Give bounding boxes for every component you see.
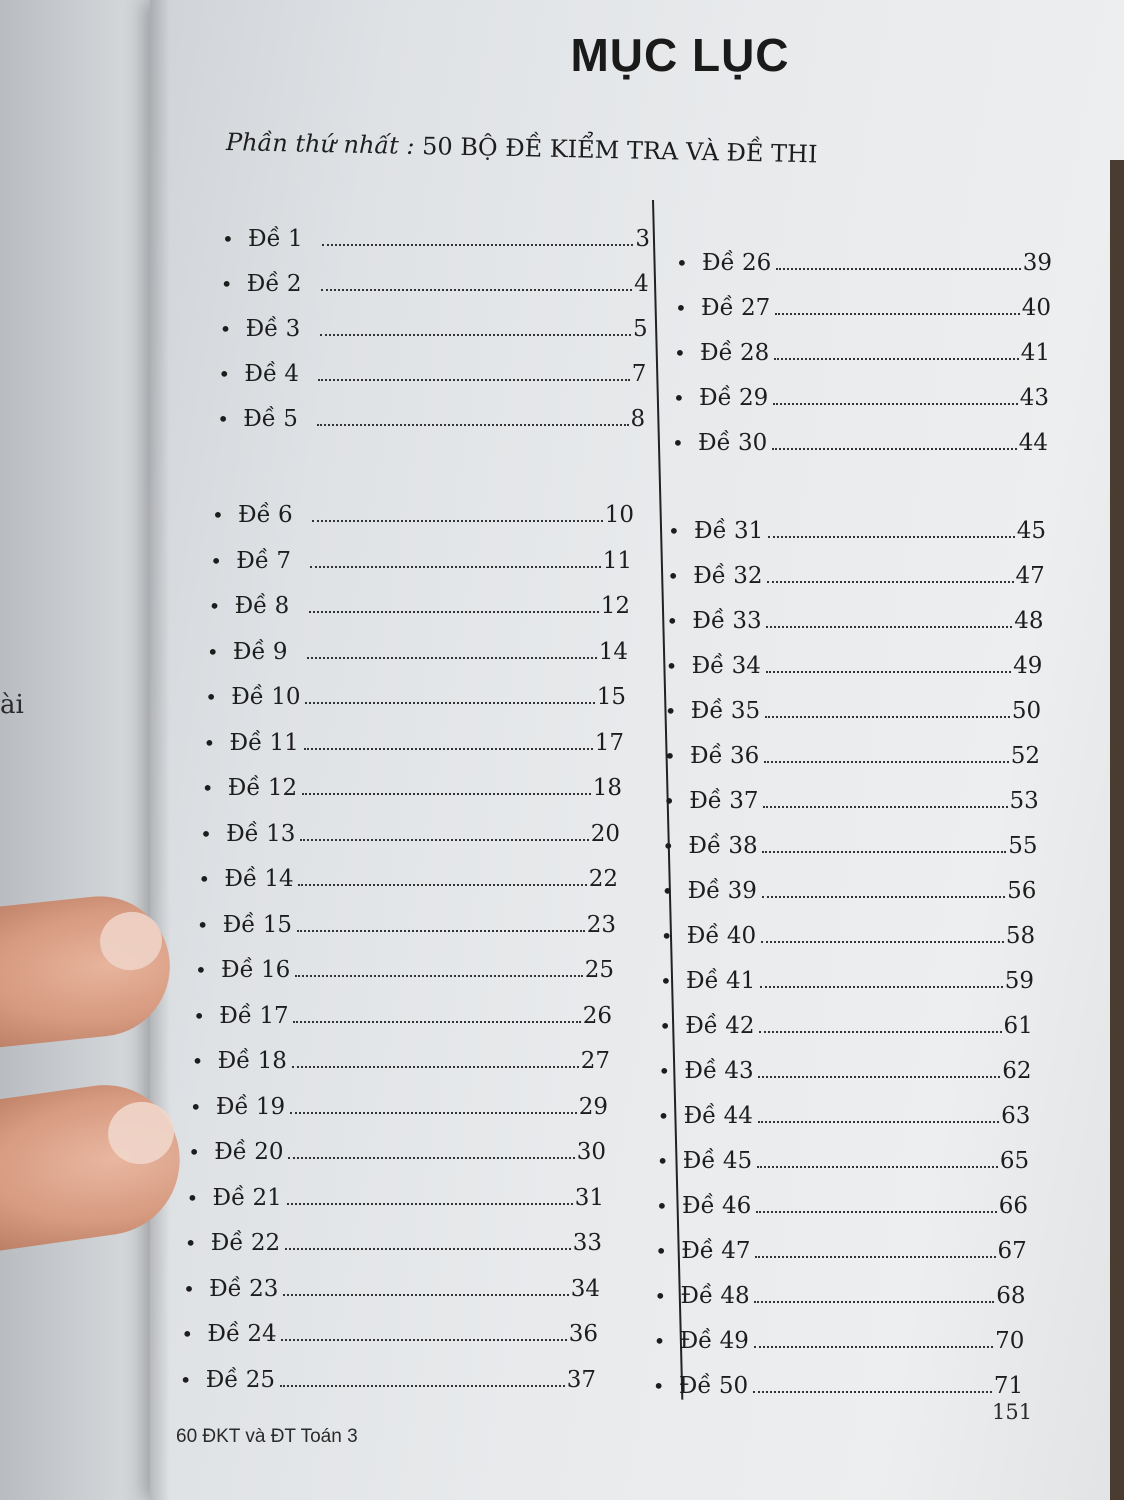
toc-entry bbox=[183, 1276, 600, 1302]
entry-label: Đề 46 bbox=[682, 1193, 752, 1219]
entry-page-number: 18 bbox=[592, 775, 622, 801]
entry-page-number: 40 bbox=[1021, 295, 1051, 321]
bullet-icon: • bbox=[179, 1367, 192, 1392]
toc-entry bbox=[676, 250, 1052, 276]
entry-label: Đề 33 bbox=[692, 608, 762, 634]
entry-label: Đề 50 bbox=[678, 1373, 749, 1399]
toc-entry bbox=[656, 1193, 1028, 1219]
toc-entry bbox=[198, 866, 618, 892]
entry-page-number: 37 bbox=[566, 1366, 596, 1393]
bullet-icon: • bbox=[660, 924, 673, 948]
entry-label: Đề 16 bbox=[221, 957, 291, 983]
leader-dots bbox=[758, 1120, 1000, 1123]
entry-page-number: 52 bbox=[1010, 743, 1040, 769]
leader-dots bbox=[765, 715, 1010, 718]
entry-page-number: 47 bbox=[1015, 563, 1045, 589]
leader-dots bbox=[753, 1390, 992, 1393]
toc-entry bbox=[662, 833, 1037, 859]
entry-page-number: 20 bbox=[590, 820, 620, 847]
entry-page-number: 59 bbox=[1004, 968, 1034, 994]
entry-label: Đề 3 bbox=[245, 316, 301, 342]
leader-dots bbox=[304, 747, 593, 750]
leader-dots bbox=[293, 1020, 580, 1023]
bullet-icon: • bbox=[659, 1014, 671, 1038]
toc-entry bbox=[655, 1238, 1027, 1264]
entry-label: Đề 47 bbox=[681, 1238, 751, 1264]
entry-page-number: 63 bbox=[1001, 1103, 1031, 1129]
toc-entry bbox=[202, 775, 622, 801]
toc-entry bbox=[672, 430, 1048, 456]
facing-page-text: ài bbox=[0, 690, 24, 720]
bullet-icon: • bbox=[672, 431, 684, 455]
bullet-icon: • bbox=[183, 1276, 195, 1301]
entry-page-number: 31 bbox=[574, 1184, 604, 1211]
leader-dots bbox=[768, 535, 1015, 538]
leader-dots bbox=[759, 1030, 1001, 1033]
bullet-icon: • bbox=[664, 744, 676, 768]
entry-label: Đề 39 bbox=[687, 878, 757, 904]
entry-page-number: 41 bbox=[1020, 340, 1050, 366]
toc-entry bbox=[666, 608, 1043, 634]
entry-label: Đề 31 bbox=[694, 518, 764, 544]
entry-page-number: 48 bbox=[1014, 608, 1044, 634]
toc-entry bbox=[674, 340, 1050, 366]
toc-entry bbox=[663, 788, 1039, 814]
entry-page-number: 5 bbox=[632, 316, 648, 342]
footer-page-number: 151 bbox=[992, 1400, 1033, 1424]
bullet-icon: • bbox=[212, 503, 224, 527]
bullet-icon: • bbox=[181, 1322, 194, 1346]
entry-page-number: 14 bbox=[598, 638, 628, 665]
toc-entry bbox=[668, 518, 1046, 544]
toc-entry bbox=[180, 1367, 596, 1393]
entry-page-number: 10 bbox=[604, 502, 634, 528]
footer-book-title: 60 ĐKT và ĐT Toán 3 bbox=[176, 1426, 358, 1447]
bullet-icon: • bbox=[652, 1374, 665, 1398]
toc-entry bbox=[659, 1013, 1033, 1039]
part-prefix: Phần thứ nhất : bbox=[225, 128, 415, 160]
entry-page-number: 44 bbox=[1018, 430, 1048, 456]
toc-entry bbox=[673, 385, 1049, 411]
entry-label: Đề 17 bbox=[219, 1002, 289, 1029]
toc-entry bbox=[185, 1230, 602, 1256]
entry-label: Đề 4 bbox=[244, 361, 300, 387]
entry-page-number: 22 bbox=[588, 866, 618, 892]
leader-dots bbox=[773, 402, 1018, 405]
entry-page-number: 4 bbox=[634, 271, 649, 297]
leader-dots bbox=[774, 357, 1019, 360]
leader-dots bbox=[307, 656, 597, 659]
entry-page-number: 49 bbox=[1013, 653, 1043, 679]
entry-label: Đề 48 bbox=[680, 1283, 750, 1309]
page-spine-shadow bbox=[150, 0, 170, 1500]
entry-label: Đề 19 bbox=[215, 1093, 286, 1120]
bullet-icon: • bbox=[217, 407, 229, 431]
toc-entry bbox=[181, 1321, 598, 1347]
entry-page-number: 33 bbox=[572, 1230, 602, 1256]
toc-entry bbox=[212, 502, 634, 528]
leader-dots bbox=[754, 1345, 994, 1348]
toc-entry bbox=[200, 821, 620, 847]
leader-dots bbox=[767, 580, 1013, 583]
leader-dots bbox=[760, 985, 1003, 988]
entry-label: Đề 35 bbox=[690, 698, 761, 724]
entry-page-number: 61 bbox=[1003, 1013, 1033, 1039]
toc-entry bbox=[653, 1373, 1023, 1399]
bullet-icon: • bbox=[188, 1140, 200, 1164]
leader-dots bbox=[310, 565, 600, 568]
toc-entry bbox=[658, 1058, 1031, 1084]
entry-label: Đề 25 bbox=[205, 1366, 275, 1393]
toc-entry bbox=[190, 1094, 608, 1120]
entry-label: Đề 2 bbox=[246, 271, 302, 297]
bullet-icon: • bbox=[668, 519, 680, 543]
entry-label: Đề 1 bbox=[248, 226, 303, 252]
entry-page-number: 39 bbox=[1022, 250, 1052, 276]
leader-dots bbox=[290, 1111, 577, 1114]
entry-label: Đề 20 bbox=[214, 1139, 284, 1165]
toc-entry bbox=[197, 912, 616, 938]
leader-dots bbox=[298, 883, 586, 886]
entry-page-number: 7 bbox=[631, 361, 647, 387]
entry-page-number: 8 bbox=[630, 406, 646, 432]
bullet-icon: • bbox=[189, 1094, 202, 1119]
leader-dots bbox=[297, 929, 585, 932]
leader-dots bbox=[758, 1075, 1000, 1078]
leader-dots bbox=[305, 701, 595, 704]
entry-label: Đề 18 bbox=[217, 1048, 287, 1074]
toc-entry bbox=[187, 1185, 605, 1211]
bullet-icon: • bbox=[222, 227, 234, 251]
entry-page-number: 11 bbox=[602, 547, 632, 574]
toc-entry bbox=[205, 684, 626, 710]
bullet-icon: • bbox=[657, 1104, 670, 1128]
bullet-icon: • bbox=[662, 834, 675, 858]
entry-label: Đề 40 bbox=[686, 923, 757, 949]
bullet-icon: • bbox=[676, 251, 688, 275]
toc-entry bbox=[220, 316, 648, 342]
entry-label: Đề 15 bbox=[222, 911, 292, 938]
leader-dots bbox=[295, 974, 583, 977]
entry-label: Đề 28 bbox=[700, 340, 770, 366]
entry-label: Đề 8 bbox=[234, 593, 290, 619]
leader-dots bbox=[761, 940, 1004, 943]
entry-page-number: 15 bbox=[596, 684, 626, 710]
entry-page-number: 58 bbox=[1005, 923, 1036, 949]
entry-page-number: 65 bbox=[999, 1148, 1030, 1174]
toc-entry bbox=[662, 878, 1037, 904]
leader-dots bbox=[317, 423, 628, 426]
bullet-icon: • bbox=[660, 969, 672, 993]
toc-entry bbox=[188, 1139, 606, 1165]
leader-dots bbox=[300, 838, 589, 841]
entry-label: Đề 30 bbox=[698, 430, 768, 456]
entry-page-number: 62 bbox=[1002, 1058, 1032, 1084]
entry-label: Đề 6 bbox=[238, 502, 293, 528]
leader-dots bbox=[757, 1165, 998, 1168]
entry-page-number: 3 bbox=[635, 226, 650, 252]
toc-entry bbox=[209, 593, 630, 619]
toc-entry bbox=[664, 743, 1040, 769]
toc-entry bbox=[222, 226, 650, 252]
entry-page-number: 50 bbox=[1011, 698, 1042, 724]
bullet-icon: • bbox=[655, 1239, 667, 1263]
toc-entry bbox=[654, 1283, 1025, 1309]
entry-page-number: 67 bbox=[997, 1238, 1027, 1264]
entry-page-number: 45 bbox=[1016, 518, 1046, 544]
bullet-icon: • bbox=[667, 564, 679, 588]
bullet-icon: • bbox=[191, 1049, 204, 1073]
bullet-icon: • bbox=[184, 1231, 197, 1255]
entry-page-number: 27 bbox=[580, 1048, 610, 1074]
entry-label: Đề 29 bbox=[699, 385, 769, 411]
entry-page-number: 71 bbox=[993, 1373, 1024, 1399]
leader-dots bbox=[309, 610, 599, 613]
entry-label: Đề 14 bbox=[224, 866, 294, 892]
entry-page-number: 68 bbox=[996, 1283, 1026, 1309]
bullet-icon: • bbox=[186, 1185, 199, 1210]
entry-label: Đề 32 bbox=[693, 563, 763, 589]
toc-entry bbox=[665, 698, 1041, 724]
bullet-icon: • bbox=[201, 776, 214, 800]
leader-dots bbox=[762, 895, 1006, 898]
bullet-icon: • bbox=[219, 317, 232, 341]
toc-entry bbox=[195, 957, 614, 983]
leader-dots bbox=[318, 378, 629, 381]
bullet-icon: • bbox=[203, 730, 216, 755]
entry-label: Đề 5 bbox=[243, 406, 298, 432]
entry-label: Đề 42 bbox=[685, 1013, 755, 1039]
leader-dots bbox=[283, 1293, 569, 1296]
toc-entry bbox=[667, 563, 1045, 589]
leader-dots bbox=[772, 447, 1017, 450]
leader-dots bbox=[280, 1384, 565, 1387]
bullet-icon: • bbox=[665, 654, 678, 678]
leader-dots bbox=[776, 267, 1021, 270]
entry-page-number: 56 bbox=[1007, 878, 1037, 904]
bullet-icon: • bbox=[666, 609, 679, 633]
bullet-icon: • bbox=[193, 1003, 206, 1028]
bullet-icon: • bbox=[674, 341, 686, 365]
leader-dots bbox=[322, 243, 633, 246]
bullet-icon: • bbox=[673, 386, 685, 410]
entry-label: Đề 34 bbox=[691, 653, 761, 679]
toc-entry bbox=[221, 271, 649, 297]
toc-entry bbox=[661, 923, 1035, 949]
leader-dots bbox=[775, 312, 1020, 315]
leader-dots bbox=[756, 1210, 997, 1213]
entry-label: Đề 9 bbox=[232, 638, 288, 665]
entry-page-number: 25 bbox=[584, 957, 614, 983]
bullet-icon: • bbox=[654, 1284, 667, 1308]
entry-label: Đề 43 bbox=[684, 1058, 754, 1084]
entry-page-number: 36 bbox=[568, 1321, 598, 1347]
entry-page-number: 26 bbox=[582, 1002, 612, 1029]
entry-label: Đề 12 bbox=[227, 775, 298, 801]
toc-entry bbox=[217, 406, 645, 432]
entry-page-number: 34 bbox=[570, 1275, 600, 1302]
entry-page-number: 12 bbox=[600, 593, 630, 619]
entry-label: Đề 13 bbox=[226, 820, 296, 847]
entry-label: Đề 7 bbox=[236, 547, 291, 574]
leader-dots bbox=[321, 288, 632, 291]
entry-page-number: 55 bbox=[1008, 833, 1038, 859]
page-title: MỤC LỤC bbox=[570, 29, 790, 81]
toc-entry bbox=[210, 548, 632, 574]
toc-entry bbox=[192, 1048, 610, 1074]
leader-dots bbox=[763, 805, 1007, 808]
bullet-icon: • bbox=[205, 685, 217, 709]
table-edge bbox=[1110, 160, 1124, 1500]
leader-dots bbox=[754, 1300, 994, 1303]
bullet-icon: • bbox=[200, 821, 212, 846]
entry-label: Đề 27 bbox=[701, 295, 771, 321]
entry-page-number: 17 bbox=[594, 729, 624, 756]
leader-dots bbox=[766, 670, 1012, 673]
entry-label: Đề 38 bbox=[688, 833, 758, 859]
toc-entry bbox=[675, 295, 1051, 321]
part-text: 50 BỘ ĐỀ KIỂM TRA VÀ ĐỀ THI bbox=[421, 132, 818, 169]
toc-entry bbox=[207, 639, 628, 665]
entry-page-number: 29 bbox=[578, 1093, 608, 1120]
toc-entry bbox=[660, 968, 1034, 994]
bullet-icon: • bbox=[656, 1194, 668, 1218]
entry-page-number: 53 bbox=[1009, 788, 1039, 814]
bullet-icon: • bbox=[664, 699, 677, 723]
bullet-icon: • bbox=[218, 362, 231, 386]
leader-dots bbox=[287, 1202, 573, 1205]
leader-dots bbox=[766, 625, 1012, 628]
leader-dots bbox=[288, 1156, 575, 1159]
bullet-icon: • bbox=[206, 639, 219, 664]
entry-label: Đề 23 bbox=[209, 1275, 279, 1302]
entry-label: Đề 10 bbox=[231, 684, 301, 710]
bullet-icon: • bbox=[663, 789, 675, 813]
entry-label: Đề 45 bbox=[682, 1148, 753, 1174]
entry-label: Đề 21 bbox=[212, 1184, 282, 1211]
bullet-icon: • bbox=[653, 1329, 666, 1353]
bullet-icon: • bbox=[198, 867, 211, 891]
entry-label: Đề 24 bbox=[207, 1321, 277, 1347]
entry-page-number: 23 bbox=[586, 911, 616, 938]
leader-dots bbox=[312, 519, 603, 522]
bullet-icon: • bbox=[220, 272, 233, 296]
leader-dots bbox=[302, 792, 591, 795]
toc-entry bbox=[218, 361, 646, 387]
bullet-icon: • bbox=[208, 594, 221, 618]
toc-entry bbox=[204, 730, 625, 756]
entry-page-number: 43 bbox=[1019, 385, 1049, 411]
toc-entry bbox=[657, 1148, 1029, 1174]
leader-dots bbox=[755, 1255, 995, 1258]
entry-label: Đề 11 bbox=[229, 729, 299, 756]
leader-dots bbox=[764, 760, 1009, 763]
toc-entry bbox=[666, 653, 1043, 679]
bullet-icon: • bbox=[658, 1059, 671, 1083]
toc-entry bbox=[658, 1103, 1031, 1129]
entry-label: Đề 41 bbox=[686, 968, 756, 994]
leader-dots bbox=[285, 1247, 571, 1250]
entry-label: Đề 49 bbox=[679, 1328, 749, 1354]
bullet-icon: • bbox=[661, 879, 674, 903]
leader-dots bbox=[281, 1338, 566, 1341]
toc-entry bbox=[654, 1328, 1025, 1354]
bullet-icon: • bbox=[210, 548, 223, 573]
leader-dots bbox=[320, 333, 631, 336]
leader-dots bbox=[762, 850, 1006, 853]
entry-label: Đề 22 bbox=[210, 1230, 281, 1256]
entry-page-number: 66 bbox=[998, 1193, 1028, 1219]
bullet-icon: • bbox=[656, 1149, 669, 1173]
entry-label: Đề 44 bbox=[683, 1103, 753, 1129]
entry-label: Đề 26 bbox=[702, 250, 772, 276]
bullet-icon: • bbox=[675, 296, 687, 320]
bullet-icon: • bbox=[195, 958, 207, 982]
entry-page-number: 70 bbox=[995, 1328, 1025, 1354]
leader-dots bbox=[292, 1065, 579, 1068]
toc-entry bbox=[193, 1003, 612, 1029]
bullet-icon: • bbox=[196, 912, 209, 937]
entry-label: Đề 36 bbox=[690, 743, 760, 769]
entry-label: Đề 37 bbox=[689, 788, 759, 814]
entry-page-number: 30 bbox=[576, 1139, 606, 1165]
